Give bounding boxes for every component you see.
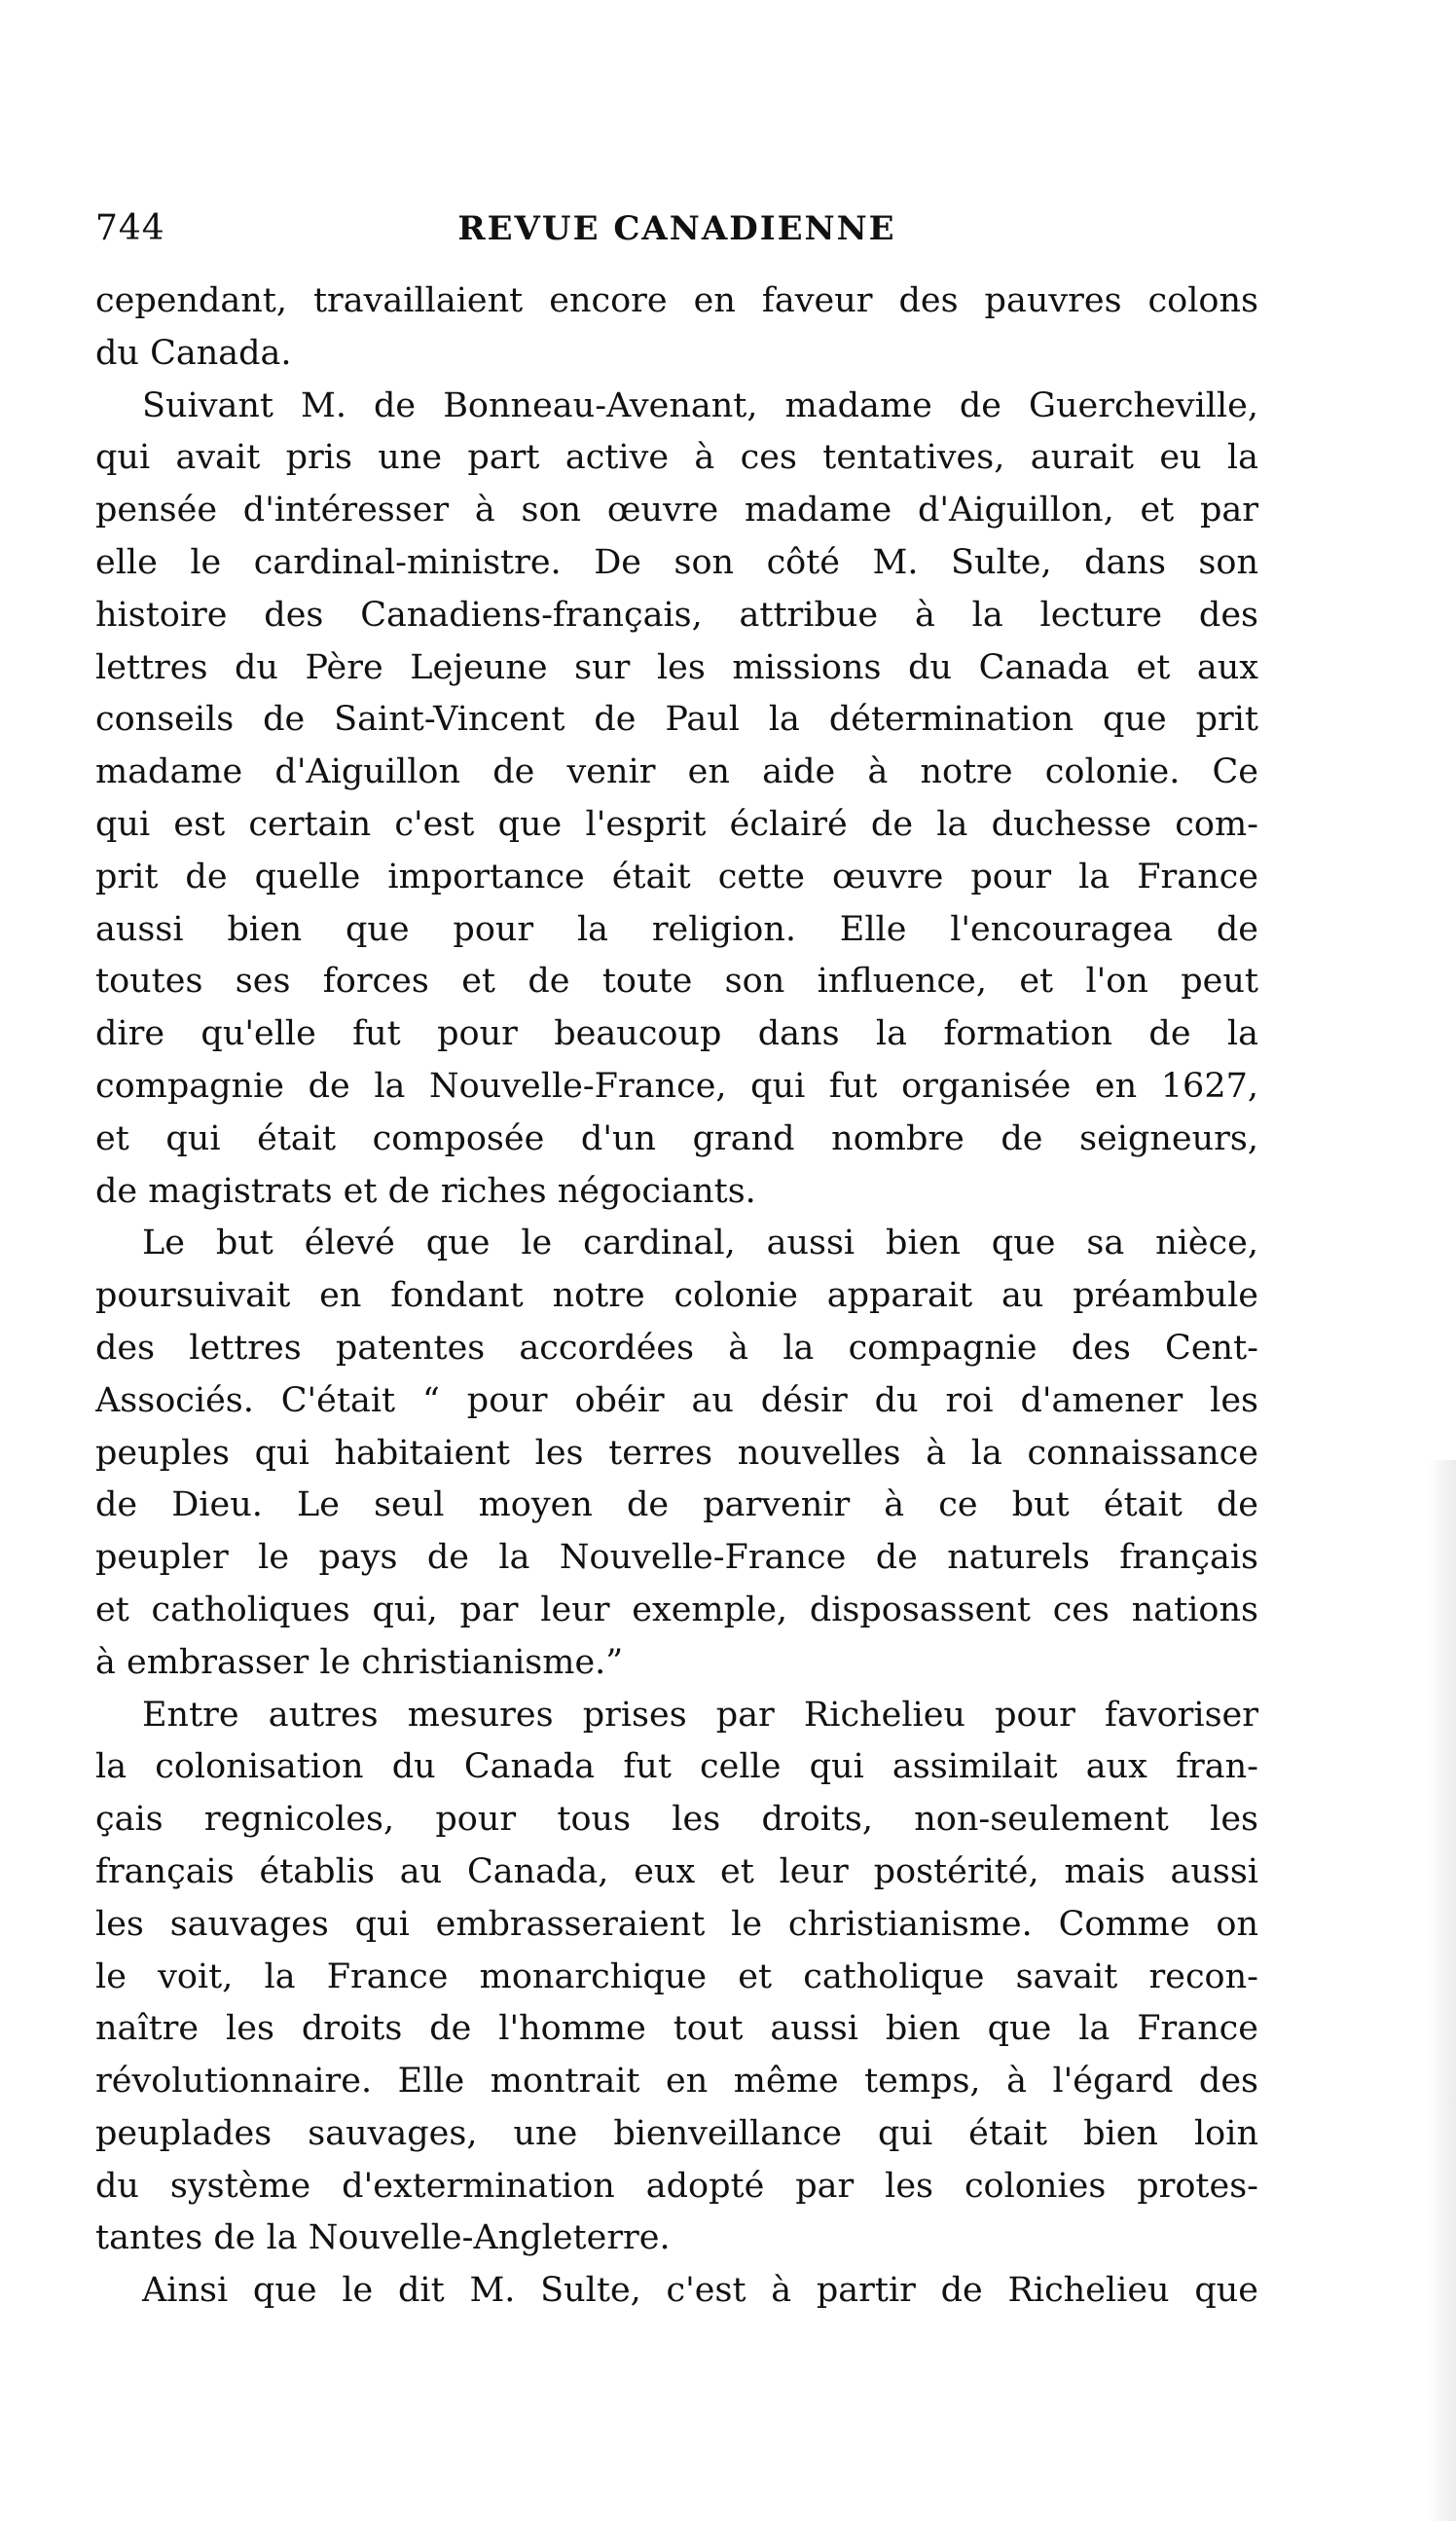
text-line: toutes ses forces et de toute son influence, et l'on peut — [95, 962, 1258, 1002]
text-line: cependant, travaillaient encore en faveur des pauvres colons — [95, 281, 1258, 320]
text-line: naître les droits de l'homme tout aussi bien que la France — [95, 2009, 1258, 2049]
text-line: qui est certain c'est que l'esprit éclairé de la duchesse com- — [95, 804, 1258, 844]
text-line: du système d'extermination adopté par les colonies protes- — [95, 2166, 1258, 2206]
text-line: la colonisation du Canada fut celle qui assimilait aux fran- — [95, 1747, 1258, 1787]
text-line: tantes de la Nouvelle-Angleterre. — [95, 2218, 671, 2258]
paragraph-2 — [95, 381, 1258, 1219]
text-line: Ainsi que le dit M. Sulte, c'est à partir de Richelieu que — [142, 2271, 1258, 2311]
text-line: aussi bien que pour la religion. Elle l'encouragea de — [95, 909, 1258, 949]
text-line: Entre autres mesures prises par Richelieu pour favoriser — [142, 1695, 1258, 1735]
text-line: madame d'Aiguillon de venir en aide à notre colonie. Ce — [95, 752, 1258, 792]
text-line: çais regnicoles, pour tous les droits, non-seulement les — [95, 1800, 1258, 1840]
text-line: dire qu'elle fut pour beaucoup dans la formation de la — [95, 1014, 1258, 1054]
running-title: REVUE CANADIENNE — [457, 209, 896, 248]
paragraph-4 — [95, 1690, 1258, 2266]
text-line: révolutionnaire. Elle montrait en même temps, à l'égard des — [95, 2062, 1258, 2102]
text-line: lettres du Père Lejeune sur les missions du Canada et aux — [95, 647, 1258, 687]
text-line: Suivant M. de Bonneau-Avenant, madame de Guercheville, — [142, 385, 1258, 425]
text-line: à embrasser le christianisme.” — [95, 1642, 624, 1682]
text-line: peuples qui habitaient les terres nouvelles à la connaissance — [95, 1433, 1258, 1473]
paragraph-3 — [95, 1218, 1258, 1689]
text-line: compagnie de la Nouvelle-France, qui fut organisée en 1627, — [95, 1066, 1258, 1106]
text-line: de Dieu. Le seul moyen de parvenir à ce but était de — [95, 1485, 1258, 1525]
text-line: du Canada. — [95, 333, 292, 373]
text-line: peupler le pays de la Nouvelle-France de naturels français — [95, 1538, 1258, 1578]
running-head — [95, 200, 1258, 258]
text-line: français établis au Canada, eux et leur postérité, mais aussi — [95, 1851, 1258, 1891]
text-line: de magistrats et de riches négociants. — [95, 1171, 756, 1211]
paragraph-5 — [95, 2265, 1258, 2318]
text-line: des lettres patentes accordées à la compagnie des Cent- — [95, 1328, 1258, 1368]
text-line: le voit, la France monarchique et catholique savait recon- — [95, 1956, 1258, 1996]
text-line: elle le cardinal-ministre. De son côté M. Sulte, dans son — [95, 542, 1258, 582]
paragraph-1 — [95, 275, 1258, 381]
body-text — [95, 275, 1258, 2318]
text-line: histoire des Canadiens-français, attribue à la lecture des — [95, 595, 1258, 635]
scan-edge-shading — [1427, 1460, 1456, 2521]
text-line: conseils de Saint-Vincent de Paul la détermination que prit — [95, 700, 1258, 740]
text-line: et catholiques qui, par leur exemple, disposassent ces nations — [95, 1590, 1258, 1629]
text-line: les sauvages qui embrasseraient le christianisme. Comme on — [95, 1904, 1258, 1944]
text-line: peuplades sauvages, une bienveillance qui était bien loin — [95, 2113, 1258, 2153]
text-line: prit de quelle importance était cette œuvre pour la France — [95, 857, 1258, 896]
text-line: pensée d'intéresser à son œuvre madame d'Aiguillon, et par — [95, 491, 1258, 530]
text-line: Le but élevé que le cardinal, aussi bien que sa nièce, — [142, 1224, 1258, 1263]
text-line: Associés. C'était “ pour obéir au désir du roi d'amener les — [95, 1380, 1258, 1420]
text-line: qui avait pris une part active à ces tentatives, aurait eu la — [95, 438, 1258, 478]
page-number: 744 — [95, 208, 165, 248]
text-line: poursuivait en fondant notre colonie apparait au préambule — [95, 1276, 1258, 1316]
text-line: et qui était composée d'un grand nombre de seigneurs, — [95, 1118, 1258, 1158]
